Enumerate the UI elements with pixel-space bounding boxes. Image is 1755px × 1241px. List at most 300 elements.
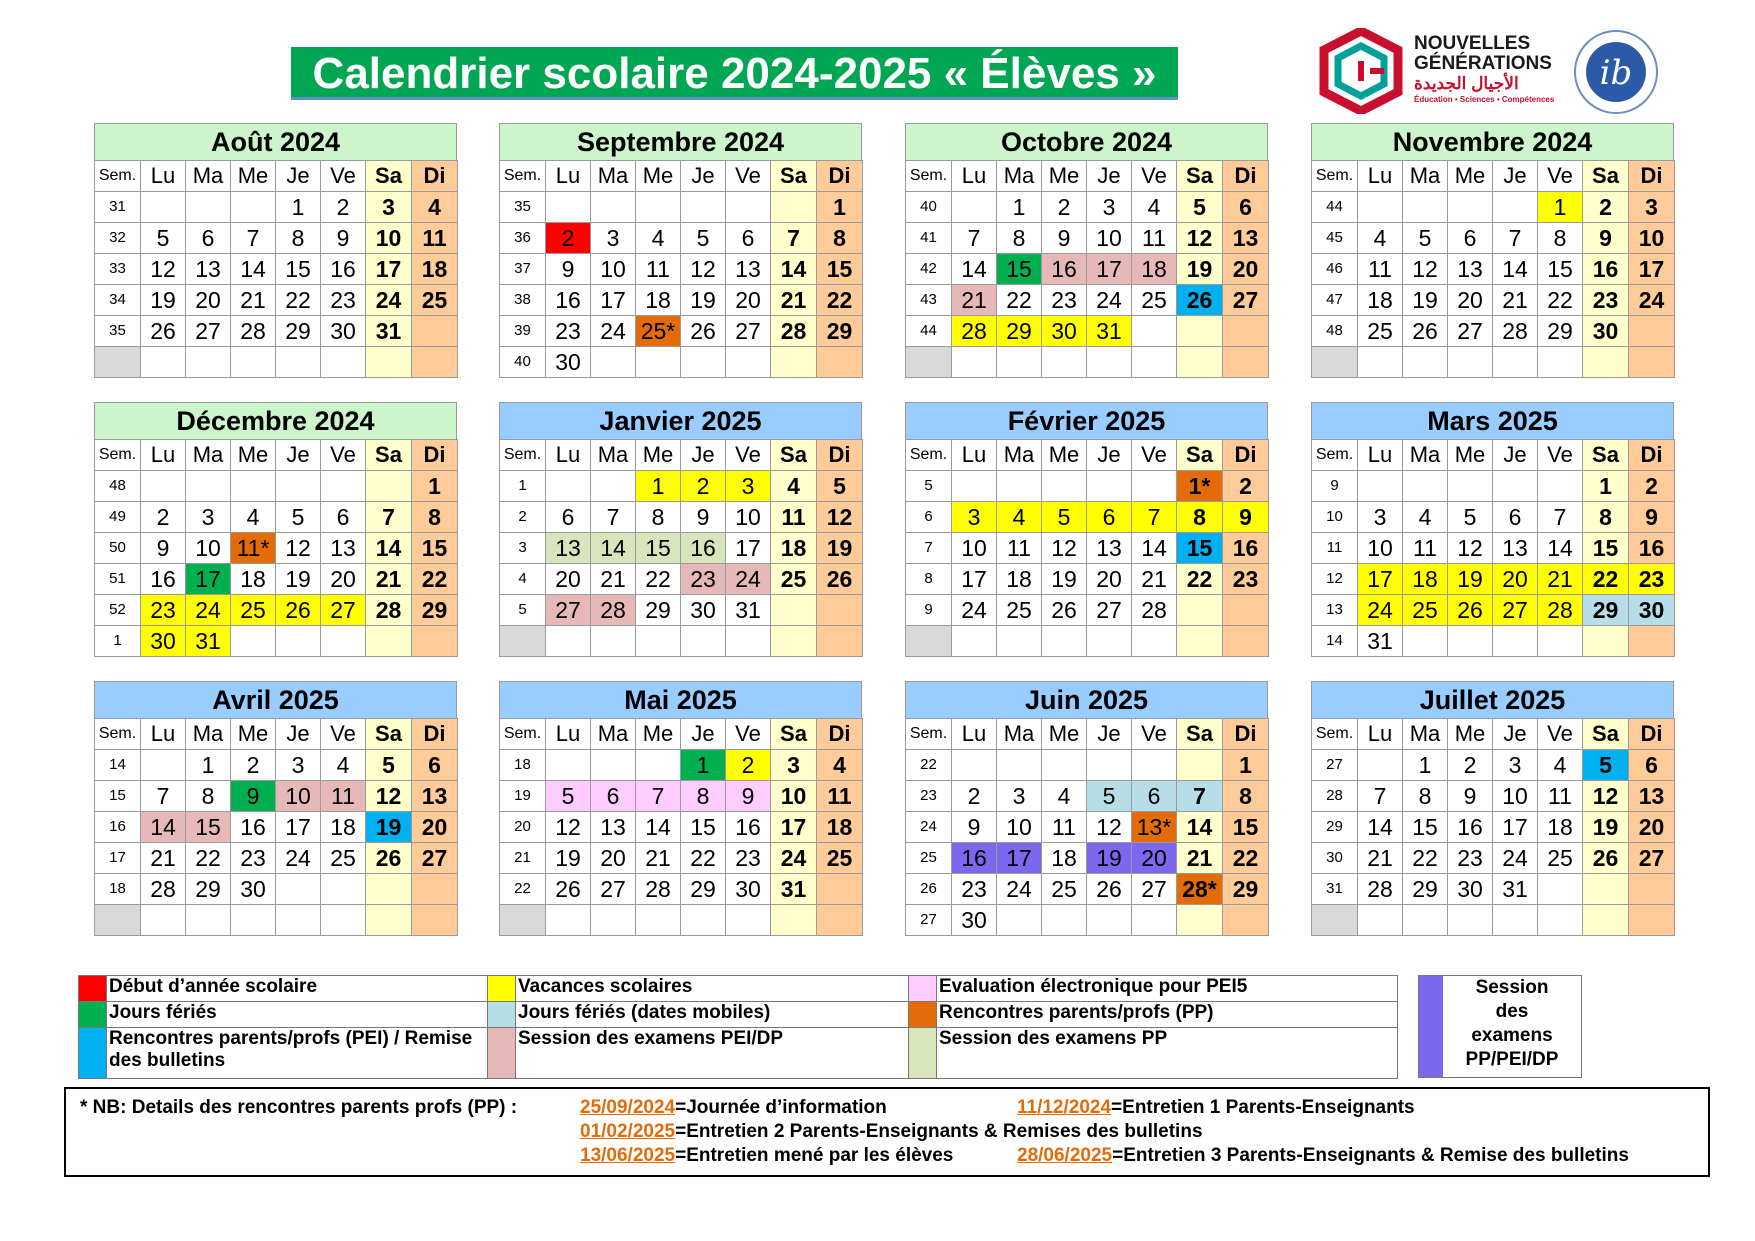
day-cell: 4 — [1132, 192, 1177, 223]
day-cell — [1538, 905, 1583, 936]
day-cell — [1087, 905, 1132, 936]
day-cell: 24 — [1358, 595, 1403, 626]
day-cell — [546, 471, 591, 502]
week-number: 41 — [906, 223, 952, 254]
day-cell: 31 — [1358, 626, 1403, 657]
day-cell: 4 — [321, 750, 366, 781]
day-cell: 9 — [1448, 781, 1493, 812]
day-cell: 30 — [1629, 595, 1675, 626]
week-number: 44 — [1312, 192, 1358, 223]
note-entry-3 — [580, 1121, 1203, 1143]
day-cell: 15 — [186, 812, 231, 843]
day-cell: 2 — [1629, 471, 1675, 502]
day-cell: 6 — [1493, 502, 1538, 533]
nb-note — [64, 1087, 1710, 1177]
day-cell: 14 — [1358, 812, 1403, 843]
month-table — [94, 439, 458, 657]
day-cell — [321, 905, 366, 936]
day-cell: 20 — [1087, 564, 1132, 595]
day-cell: 7 — [141, 781, 186, 812]
day-cell: 9 — [141, 533, 186, 564]
day-header: Me — [231, 719, 276, 750]
day-cell: 10 — [726, 502, 771, 533]
day-cell: 15 — [412, 533, 458, 564]
week-row — [906, 874, 1269, 905]
day-cell: 27 — [1448, 316, 1493, 347]
day-cell — [1087, 626, 1132, 657]
day-cell — [1358, 192, 1403, 223]
day-cell — [231, 192, 276, 223]
day-cell: 5 — [1177, 192, 1223, 223]
day-cell: 15 — [1223, 812, 1269, 843]
day-cell — [1583, 874, 1629, 905]
day-header: Sem. — [95, 161, 141, 192]
svg-text:ib: ib — [1599, 53, 1633, 93]
day-cell: 9 — [321, 223, 366, 254]
day-cell: 6 — [1223, 192, 1269, 223]
day-header: Ve — [726, 719, 771, 750]
week-row — [906, 533, 1269, 564]
week-number: 35 — [500, 192, 546, 223]
day-cell: 7 — [366, 502, 412, 533]
day-header: Ma — [1403, 719, 1448, 750]
day-cell: 30 — [1448, 874, 1493, 905]
day-cell — [1403, 626, 1448, 657]
day-cell: 23 — [321, 285, 366, 316]
day-cell: 11 — [1403, 533, 1448, 564]
day-cell — [591, 905, 636, 936]
day-cell — [1132, 316, 1177, 347]
day-cell: 11 — [1132, 223, 1177, 254]
week-number: 48 — [1312, 316, 1358, 347]
week-row — [906, 812, 1269, 843]
day-cell: 3 — [726, 471, 771, 502]
day-cell: 12 — [546, 812, 591, 843]
week-number: 17 — [95, 843, 141, 874]
day-cell: 29 — [186, 874, 231, 905]
day-cell: 21 — [231, 285, 276, 316]
day-cell: 26 — [681, 316, 726, 347]
day-header: Ma — [186, 161, 231, 192]
day-cell: 13 — [412, 781, 458, 812]
day-cell — [591, 192, 636, 223]
day-cell: 12 — [276, 533, 321, 564]
month-calendar — [905, 123, 1268, 378]
day-header: Me — [636, 719, 681, 750]
day-cell — [771, 192, 817, 223]
note-text-3: =Entretien 2 Parents-Enseignants & Remises des bulletins — [675, 1121, 1203, 1142]
week-row — [500, 843, 863, 874]
day-cell: 22 — [681, 843, 726, 874]
day-cell: 16 — [141, 564, 186, 595]
day-cell — [1493, 905, 1538, 936]
day-cell: 14 — [1132, 533, 1177, 564]
day-cell: 1 — [817, 192, 863, 223]
week-row — [500, 254, 863, 285]
day-cell: 17 — [366, 254, 412, 285]
day-cell: 15 — [1538, 254, 1583, 285]
week-number: 27 — [1312, 750, 1358, 781]
day-header: Je — [681, 719, 726, 750]
day-cell: 25 — [771, 564, 817, 595]
day-cell: 26 — [817, 564, 863, 595]
day-header: Sa — [1583, 719, 1629, 750]
day-cell — [1358, 750, 1403, 781]
day-cell — [412, 347, 458, 378]
day-cell — [186, 905, 231, 936]
day-cell: 2 — [1223, 471, 1269, 502]
day-header: Me — [1448, 161, 1493, 192]
day-cell — [546, 750, 591, 781]
month-table — [905, 439, 1269, 657]
week-number: 46 — [1312, 254, 1358, 285]
day-cell: 25 — [1132, 285, 1177, 316]
day-header: Sa — [366, 719, 412, 750]
day-header: Ve — [321, 719, 366, 750]
day-cell: 28 — [636, 874, 681, 905]
month-calendar — [905, 681, 1268, 936]
week-row — [500, 750, 863, 781]
day-cell — [141, 471, 186, 502]
day-cell — [276, 905, 321, 936]
day-cell — [771, 905, 817, 936]
day-cell: 7 — [231, 223, 276, 254]
day-cell: 5 — [1403, 223, 1448, 254]
day-cell: 5 — [817, 471, 863, 502]
day-cell: 7 — [952, 223, 997, 254]
week-number — [95, 905, 141, 936]
day-cell: 25 — [1358, 316, 1403, 347]
logo-line-2: GÉNÉRATIONS — [1414, 53, 1552, 74]
week-row — [906, 347, 1269, 378]
day-cell: 9 — [1583, 223, 1629, 254]
day-cell: 23 — [1042, 285, 1087, 316]
day-header: Di — [1629, 719, 1675, 750]
day-cell — [1177, 626, 1223, 657]
day-cell: 7 — [636, 781, 681, 812]
day-cell — [321, 626, 366, 657]
day-cell — [952, 192, 997, 223]
legend-label-feries: Jours fériés — [107, 1002, 488, 1028]
day-cell — [1223, 626, 1269, 657]
day-cell: 6 — [726, 223, 771, 254]
day-cell: 8 — [276, 223, 321, 254]
day-cell: 14 — [1493, 254, 1538, 285]
legend-swatch-rencontres-pei — [79, 1028, 107, 1079]
day-cell — [997, 471, 1042, 502]
day-header: Sem. — [95, 719, 141, 750]
week-number: 1 — [500, 471, 546, 502]
day-cell — [726, 905, 771, 936]
legend-label-rencontres-pei: Rencontres parents/profs (PEI) / Remise des bulletins — [107, 1028, 488, 1079]
day-cell — [366, 471, 412, 502]
day-cell: 3 — [276, 750, 321, 781]
day-cell — [1358, 347, 1403, 378]
day-cell — [1223, 347, 1269, 378]
day-cell — [1087, 471, 1132, 502]
day-cell: 15 — [817, 254, 863, 285]
day-header: Me — [1042, 161, 1087, 192]
day-cell — [591, 471, 636, 502]
week-number: 22 — [500, 874, 546, 905]
day-cell: 4 — [1538, 750, 1583, 781]
day-cell: 26 — [1087, 874, 1132, 905]
day-cell: 9 — [1223, 502, 1269, 533]
week-number: 28 — [1312, 781, 1358, 812]
week-number: 42 — [906, 254, 952, 285]
legend-swatch-session — [1419, 976, 1443, 1077]
day-cell — [726, 347, 771, 378]
day-cell: 6 — [1448, 223, 1493, 254]
day-header: Ma — [186, 719, 231, 750]
day-header: Di — [412, 719, 458, 750]
week-row — [95, 905, 458, 936]
day-header: Sem. — [1312, 719, 1358, 750]
day-cell: 12 — [681, 254, 726, 285]
month-table — [499, 160, 863, 378]
day-cell: 25 — [997, 595, 1042, 626]
day-header: Ma — [997, 440, 1042, 471]
day-header: Sem. — [1312, 161, 1358, 192]
day-cell: 4 — [997, 502, 1042, 533]
day-cell: 10 — [997, 812, 1042, 843]
day-cell: 15 — [1177, 533, 1223, 564]
day-cell — [681, 347, 726, 378]
day-cell: 4 — [1403, 502, 1448, 533]
day-cell: 4 — [231, 502, 276, 533]
week-number: 49 — [95, 502, 141, 533]
week-row — [1312, 223, 1675, 254]
day-cell — [997, 626, 1042, 657]
month-title: Avril 2025 — [94, 681, 457, 718]
day-cell — [1177, 347, 1223, 378]
day-cell: 13 — [1223, 223, 1269, 254]
week-row — [500, 502, 863, 533]
day-header: Di — [412, 161, 458, 192]
day-cell — [1629, 874, 1675, 905]
day-cell: 13 — [1493, 533, 1538, 564]
school-logo — [1318, 24, 1663, 120]
day-cell: 8 — [1583, 502, 1629, 533]
day-cell — [1042, 626, 1087, 657]
day-cell — [636, 192, 681, 223]
note-text-1: =Journée d’information — [675, 1097, 887, 1118]
day-cell: 14 — [591, 533, 636, 564]
month-calendar — [94, 123, 457, 378]
day-cell: 2 — [726, 750, 771, 781]
week-number — [906, 626, 952, 657]
day-cell: 22 — [997, 285, 1042, 316]
day-cell: 31 — [726, 595, 771, 626]
day-cell: 3 — [1629, 192, 1675, 223]
week-row — [500, 471, 863, 502]
day-cell: 5 — [681, 223, 726, 254]
day-cell: 5 — [1087, 781, 1132, 812]
day-cell: 1 — [636, 471, 681, 502]
week-number — [500, 905, 546, 936]
day-cell: 18 — [412, 254, 458, 285]
day-cell: 12 — [1042, 533, 1087, 564]
week-number: 44 — [906, 316, 952, 347]
day-cell: 21 — [366, 564, 412, 595]
week-number: 36 — [500, 223, 546, 254]
week-number: 50 — [95, 533, 141, 564]
week-row — [500, 812, 863, 843]
note-entry-5 — [1017, 1145, 1629, 1167]
nouvelles-generations-logo-icon — [1318, 28, 1404, 114]
day-cell: 7 — [1538, 502, 1583, 533]
day-cell: 6 — [546, 502, 591, 533]
day-header: Di — [1223, 440, 1269, 471]
day-cell: 8 — [1223, 781, 1269, 812]
day-cell: 27 — [1087, 595, 1132, 626]
day-cell — [997, 347, 1042, 378]
week-row — [906, 843, 1269, 874]
day-cell: 2 — [681, 471, 726, 502]
day-cell — [1538, 347, 1583, 378]
day-cell: 15 — [636, 533, 681, 564]
day-cell: 24 — [591, 316, 636, 347]
day-cell: 28 — [1132, 595, 1177, 626]
day-header: Ma — [591, 440, 636, 471]
month-calendar — [499, 402, 862, 657]
week-number: 48 — [95, 471, 141, 502]
month-table — [1311, 718, 1675, 936]
week-row — [1312, 843, 1675, 874]
day-header: Je — [681, 440, 726, 471]
week-row — [1312, 285, 1675, 316]
day-cell: 10 — [1629, 223, 1675, 254]
day-cell — [231, 471, 276, 502]
day-cell: 6 — [591, 781, 636, 812]
week-number: 45 — [1312, 223, 1358, 254]
note-entry-2 — [1017, 1097, 1415, 1119]
day-cell: 29 — [1583, 595, 1629, 626]
day-cell: 7 — [1493, 223, 1538, 254]
day-cell: 18 — [771, 533, 817, 564]
day-cell — [771, 595, 817, 626]
week-number: 8 — [906, 564, 952, 595]
day-cell — [412, 626, 458, 657]
day-cell — [1132, 347, 1177, 378]
month-title: Octobre 2024 — [905, 123, 1268, 160]
day-header: Ve — [1132, 719, 1177, 750]
month-calendar — [94, 402, 457, 657]
day-cell: 3 — [1087, 192, 1132, 223]
day-cell: 18 — [997, 564, 1042, 595]
day-cell: 15 — [1403, 812, 1448, 843]
day-cell: 21 — [771, 285, 817, 316]
day-cell — [321, 347, 366, 378]
week-row — [906, 781, 1269, 812]
ib-world-school-seal-icon — [1572, 28, 1660, 116]
day-cell — [1403, 905, 1448, 936]
day-cell — [952, 750, 997, 781]
day-cell: 17 — [1087, 254, 1132, 285]
week-row — [906, 471, 1269, 502]
day-cell: 31 — [366, 316, 412, 347]
week-row — [95, 316, 458, 347]
day-cell: 5 — [546, 781, 591, 812]
day-header: Ve — [1538, 440, 1583, 471]
week-row — [500, 192, 863, 223]
day-cell: 8 — [817, 223, 863, 254]
day-cell: 9 — [1629, 502, 1675, 533]
week-row — [95, 874, 458, 905]
day-cell — [1583, 905, 1629, 936]
day-header: Ve — [321, 161, 366, 192]
day-cell: 14 — [952, 254, 997, 285]
day-cell — [186, 192, 231, 223]
day-cell — [366, 874, 412, 905]
day-cell — [231, 626, 276, 657]
week-number: 19 — [500, 781, 546, 812]
logo-line-1: NOUVELLES — [1414, 33, 1531, 54]
week-number: 16 — [95, 812, 141, 843]
week-number — [95, 347, 141, 378]
day-cell — [1583, 626, 1629, 657]
day-cell: 17 — [591, 285, 636, 316]
day-cell: 11 — [1042, 812, 1087, 843]
day-cell — [1177, 750, 1223, 781]
day-cell: 22 — [1403, 843, 1448, 874]
day-cell — [817, 905, 863, 936]
day-header: Di — [1223, 719, 1269, 750]
week-row — [500, 285, 863, 316]
day-cell: 30 — [681, 595, 726, 626]
day-cell: 25 — [1538, 843, 1583, 874]
day-cell: 8 — [186, 781, 231, 812]
month-calendar — [499, 681, 862, 936]
day-cell: 2 — [952, 781, 997, 812]
day-cell: 29 — [636, 595, 681, 626]
day-cell — [1493, 626, 1538, 657]
day-cell: 31 — [771, 874, 817, 905]
day-cell: 12 — [817, 502, 863, 533]
day-cell: 1* — [1177, 471, 1223, 502]
day-cell: 27 — [1493, 595, 1538, 626]
week-number: 18 — [500, 750, 546, 781]
day-cell — [1493, 471, 1538, 502]
day-header: Lu — [546, 719, 591, 750]
day-header: Sa — [771, 440, 817, 471]
note-text-5: =Entretien 3 Parents-Enseignants & Remise des bulletins — [1112, 1145, 1629, 1166]
day-cell: 12 — [1087, 812, 1132, 843]
week-number: 5 — [906, 471, 952, 502]
legend-swatch-evaluation — [909, 976, 937, 1002]
month-title: Juillet 2025 — [1311, 681, 1674, 718]
day-cell: 27 — [726, 316, 771, 347]
month-table — [499, 439, 863, 657]
day-cell — [231, 347, 276, 378]
day-cell: 30 — [952, 905, 997, 936]
day-header: Sem. — [906, 161, 952, 192]
day-cell: 6 — [321, 502, 366, 533]
week-row — [1312, 502, 1675, 533]
day-cell: 28 — [591, 595, 636, 626]
day-cell: 6 — [1132, 781, 1177, 812]
day-cell: 15 — [997, 254, 1042, 285]
day-cell: 5 — [276, 502, 321, 533]
week-number: 9 — [906, 595, 952, 626]
day-cell — [1042, 471, 1087, 502]
legend-label-session: Session des examens PP/PEI/DP — [1465, 977, 1559, 1070]
day-cell: 29 — [1403, 874, 1448, 905]
day-cell — [1403, 347, 1448, 378]
day-cell: 19 — [1177, 254, 1223, 285]
day-cell: 24 — [726, 564, 771, 595]
day-cell: 19 — [366, 812, 412, 843]
